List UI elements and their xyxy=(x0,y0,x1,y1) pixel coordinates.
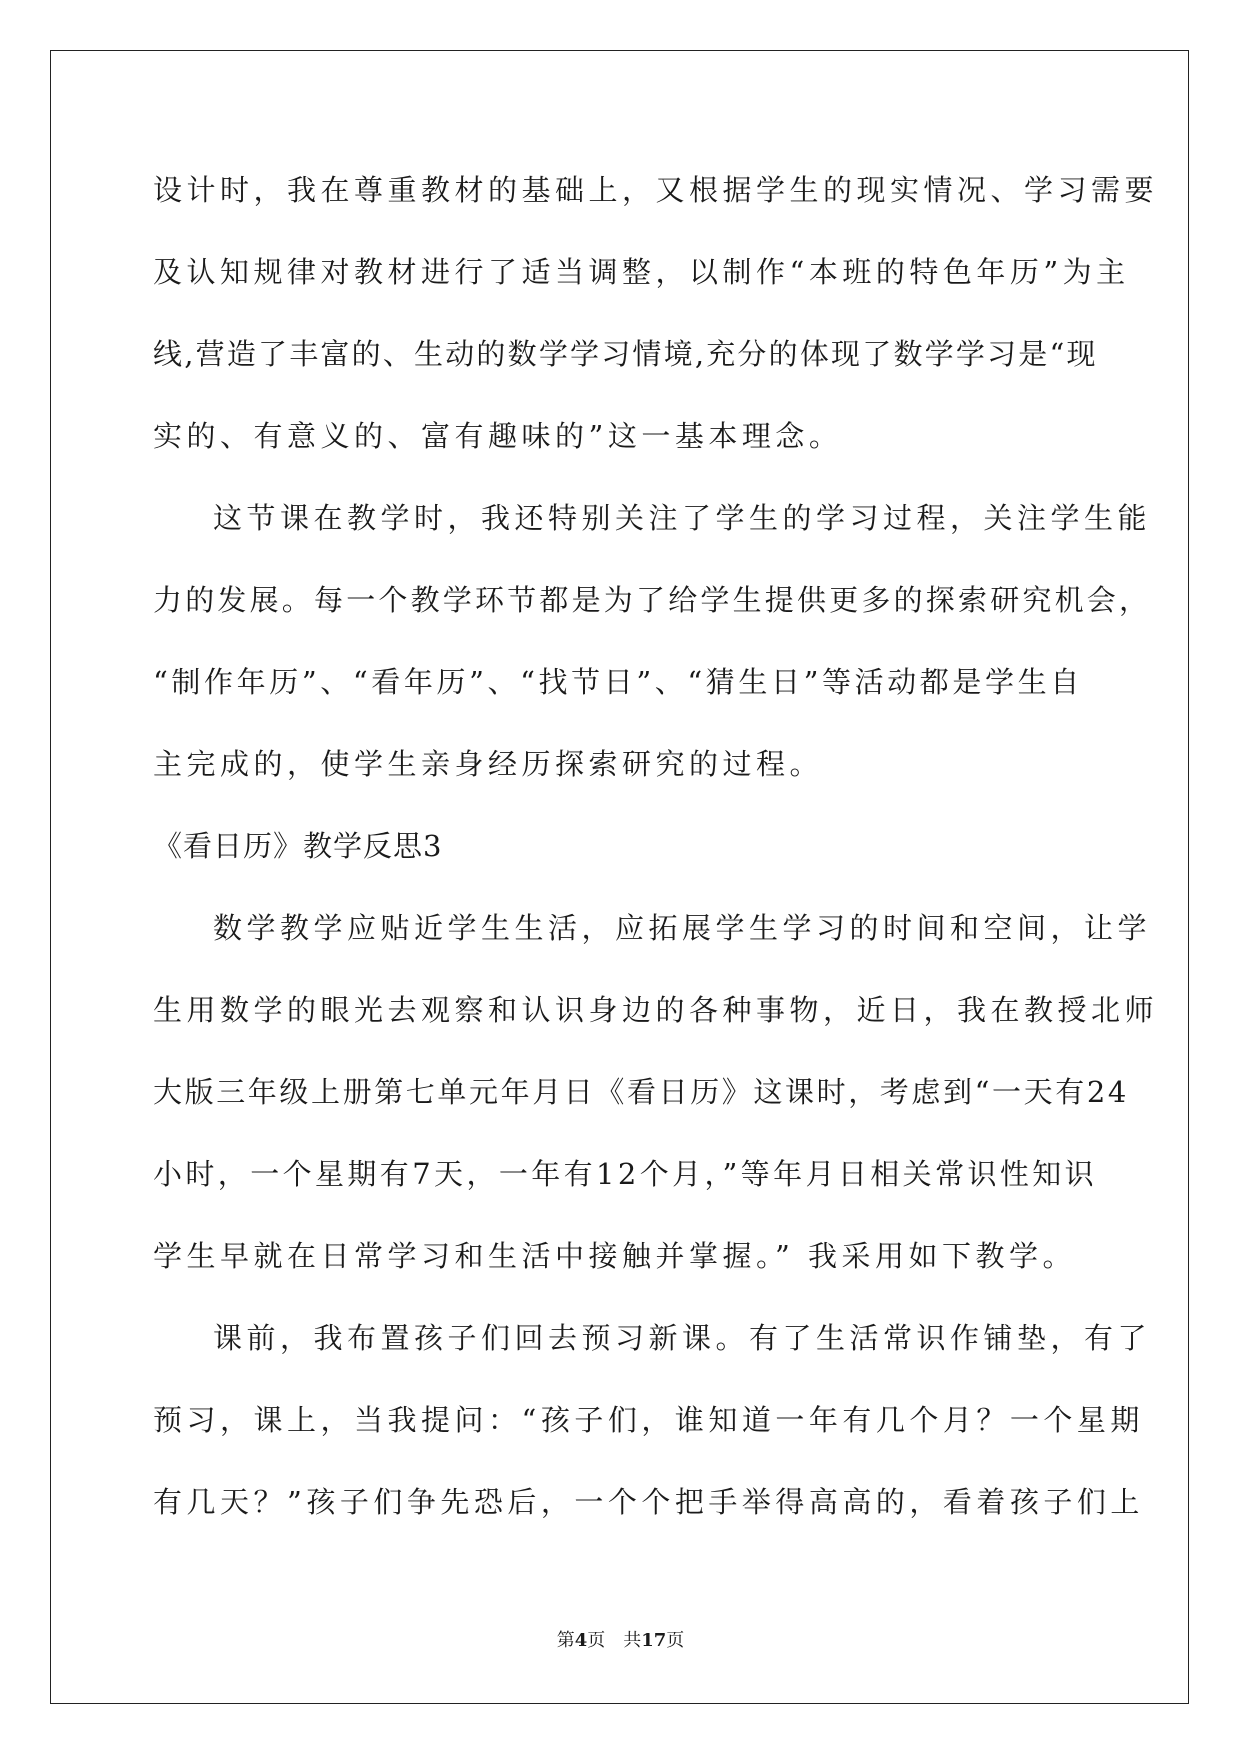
text-line: 小时，一个星期有7天，一年有12个月，”等年月日相关常识性知识 xyxy=(153,1157,1098,1191)
document-body xyxy=(153,168,1159,1562)
paragraph-start-line: 数学教学应贴近学生生活，应拓展学生学习的时间和空间，让学 xyxy=(213,911,1152,945)
text-line: 线,营造了丰富的、生动的数学学习情境,充分的体现了数学学习是“现 xyxy=(153,337,1098,371)
text-line: 有几天？”孩子们争先恐后，一个个把手举得高高的，看着孩子们上 xyxy=(153,1485,1144,1519)
footer-prefix: 第 xyxy=(556,1630,575,1651)
paragraph-start-line: 这节课在教学时，我还特别关注了学生的学习过程，关注学生能 xyxy=(213,501,1152,535)
text-line: 大版三年级上册第七单元年月日《看日历》这课时，考虑到“一天有24 xyxy=(153,1075,1129,1109)
text-line: 预习，课上，当我提问：“孩子们，谁知道一年有几个月？一个星期 xyxy=(153,1403,1144,1437)
text-line: 及认知规律对教材进行了适当调整，以制作“本班的特色年历”为主 xyxy=(153,255,1130,289)
total-page-count: 17 xyxy=(641,1630,667,1651)
text-line: “制作年历”、“看年历”、“找节日”、“猜生日”等活动都是学生自 xyxy=(153,665,1083,699)
paragraph-start-line: 课前，我布置孩子们回去预习新课。有了生活常识作铺垫，有了 xyxy=(213,1321,1152,1355)
text-line: 实的、有意义的、富有趣味的”这一基本理念。 xyxy=(153,419,843,453)
page-footer xyxy=(0,1626,1241,1652)
text-line: 生用数学的眼光去观察和认识身边的各种事物，近日，我在教授北师 xyxy=(153,993,1159,1027)
footer-total-prefix: 共 xyxy=(623,1630,642,1651)
text-line: 力的发展。每一个教学环节都是为了给学生提供更多的探索研究机会， xyxy=(153,583,1152,617)
text-line: 学生早就在日常学习和生活中接触并掌握。” 我采用如下教学。 xyxy=(153,1239,1077,1273)
footer-page-unit: 页 xyxy=(587,1630,606,1651)
text-line: 主完成的，使学生亲身经历探索研究的过程。 xyxy=(153,747,824,781)
text-line: 设计时，我在尊重教材的基础上，又根据学生的现实情况、学习需要 xyxy=(153,173,1159,207)
footer-suffix: 页 xyxy=(666,1630,685,1651)
current-page-number: 4 xyxy=(574,1630,588,1651)
section-heading: 《看日历》教学反思3 xyxy=(153,829,443,863)
